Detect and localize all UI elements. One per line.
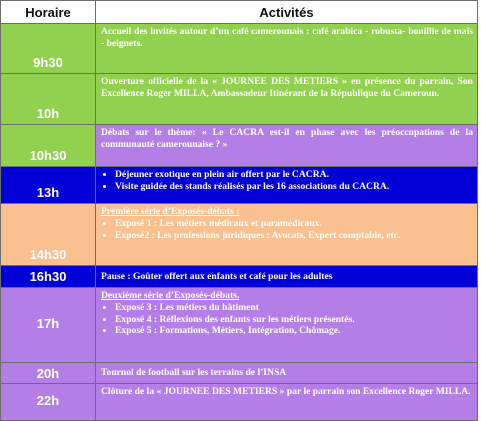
activity-cell xyxy=(96,288,478,363)
time-column-header: Horaire xyxy=(1,1,96,24)
schedule-row xyxy=(1,266,478,288)
time-cell: 13h xyxy=(1,167,96,204)
activity-cell: Accueil des invités autour d’un café camerounais : café arabica - robusta- bouillie de maïs - beignets. xyxy=(96,24,478,74)
list-item: • Exposé 5 : Formations, Métiers, Intégration, Chômage. xyxy=(115,325,473,337)
list-item: • Visite guidée des stands réalisés par les 16 associations du CACRA. xyxy=(115,181,473,193)
list-item: • Exposé 1 : Les métiers médicaux et paramédicaux. xyxy=(115,218,473,230)
schedule-row xyxy=(1,125,478,167)
activity-cell xyxy=(96,167,478,204)
list-item: • Déjeuner exotique en plein air offert par le CACRA. xyxy=(115,169,473,181)
list-item: • Exposé2 : Les professions juridiques : Avocats, Expert comptable, etc. xyxy=(115,230,473,242)
schedule-row xyxy=(1,363,478,384)
list-item: • Exposé 4 : Réflexions des enfants sur les métiers présentés. xyxy=(115,314,473,326)
time-cell: 9h30 xyxy=(1,24,96,74)
section-title: Deuxième série d’Exposés-débats. xyxy=(101,290,240,301)
activity-cell: Pause : Goûter offert aux enfants et café pour les adultes xyxy=(96,266,478,288)
time-cell: 10h30 xyxy=(1,125,96,167)
time-cell: 22h xyxy=(1,384,96,421)
schedule-row xyxy=(1,167,478,204)
time-cell: 10h xyxy=(1,74,96,125)
activity-cell: Ouverture officielle de la « JOURNEE DES METIERS » en présence du parrain, Son Excellence Roger MILLA, Ambassadeur Itinérant de la République du Cameroun. xyxy=(96,74,478,125)
section-title: Première série d’Exposés-débats : xyxy=(101,206,240,217)
activity-cell xyxy=(96,204,478,266)
schedule-row xyxy=(1,204,478,266)
bullet-list xyxy=(101,169,473,193)
bullet-list xyxy=(101,302,473,337)
schedule-row xyxy=(1,384,478,421)
time-cell: 16h30 xyxy=(1,266,96,288)
schedule-row xyxy=(1,24,478,74)
activity-cell: Clôture de la « JOURNEE DES METIERS » par le parrain son Excellence Roger MILLA. xyxy=(96,384,478,421)
time-cell: 14h30 xyxy=(1,204,96,266)
bullet-list xyxy=(101,218,473,242)
time-cell: 20h xyxy=(1,363,96,384)
header-row xyxy=(1,1,478,24)
activity-cell: Débats sur le thème: « Le CACRA est-il en phase avec les préoccupations de la communauté camerounaise ? » xyxy=(96,125,478,167)
activity-column-header: Activités xyxy=(96,1,478,24)
schedule-row xyxy=(1,74,478,125)
list-item: • Exposé 3 : Les métiers du bâtiment xyxy=(115,302,473,314)
time-cell: 17h xyxy=(1,288,96,363)
schedule-row xyxy=(1,288,478,363)
activity-cell: Tournoi de football sur les terrains de l’INSA xyxy=(96,363,478,384)
